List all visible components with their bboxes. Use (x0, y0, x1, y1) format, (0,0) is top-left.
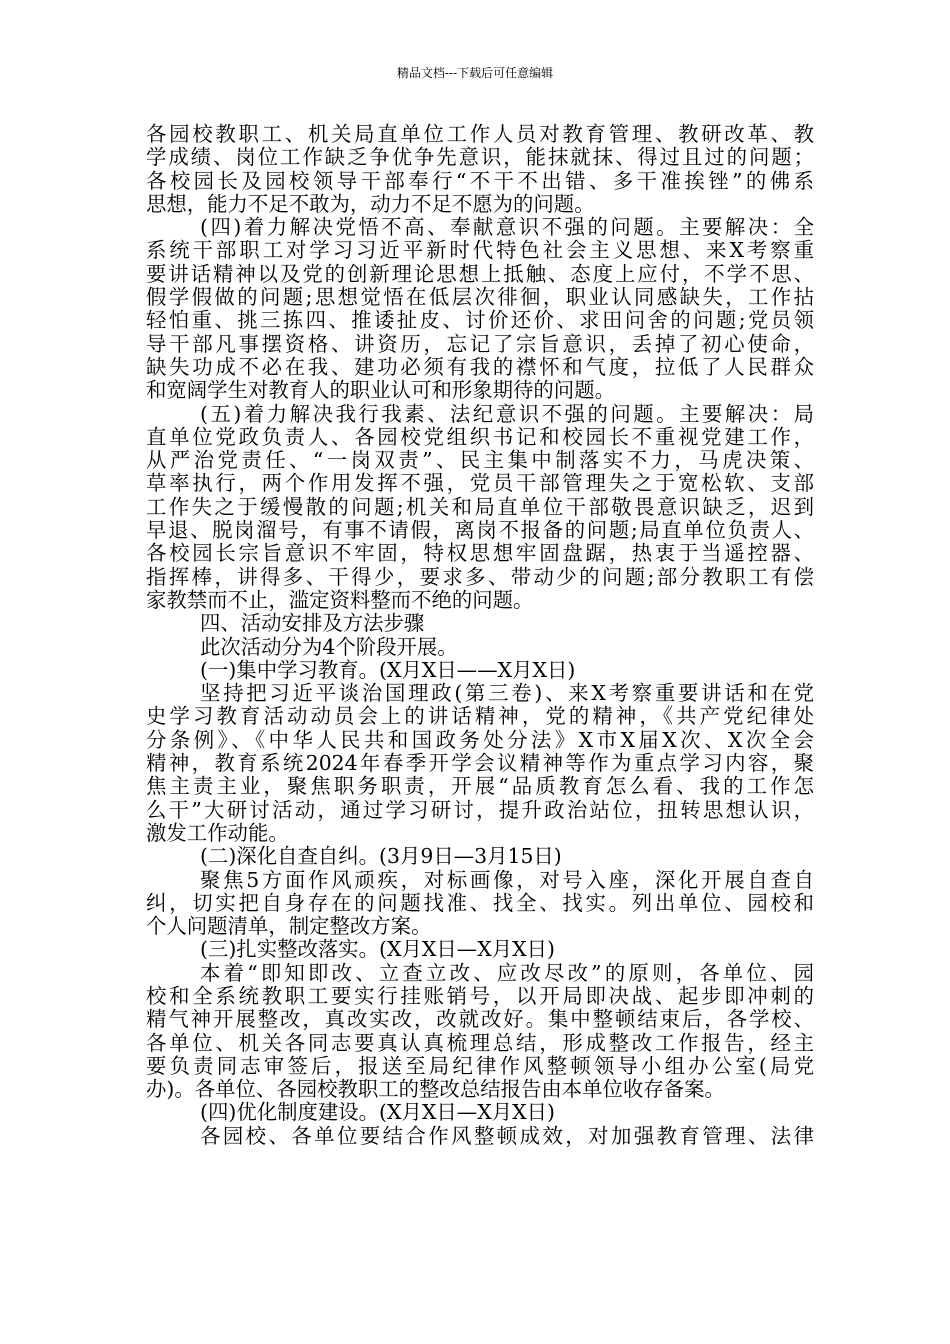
text-line: 纠，切实把自身存在的问题找准、找全、找实。列出单位、园校和 (146, 890, 814, 915)
document-body (146, 123, 814, 1148)
text-line: 精神，教育系统2024年春季开学会议精神等作为重点学习内容，聚 (146, 751, 814, 776)
text-line: (四)着力解决党悟不高、奉献意识不强的问题。主要解决：全 (200, 215, 814, 240)
text-line: 思想，能力不足不敢为，动力不足不愿为的问题。 (146, 191, 595, 216)
text-line: 办)。各单位、各园校教职工的整改总结报告由本单位收存备案。 (146, 1077, 725, 1102)
text-line: 系统干部职工对学习习近平新时代特色社会主义思想、来X考察重 (146, 238, 814, 263)
text-line: 焦主责主业，聚焦职务职责，开展“品质教育怎么看、我的工作怎 (146, 774, 814, 799)
text-line: 各单位、机关各同志要真认真梳理总结，形成整改工作报告，经主 (146, 1030, 814, 1055)
text-line: (五)着力解决我行我素、法纪意识不强的问题。主要解决：局 (200, 401, 814, 426)
text-line: 史学习教育活动动员会上的讲话精神，党的精神，《共产党纪律处 (146, 704, 814, 729)
text-line: 要负责同志审签后，报送至局纪律作风整顿领导小组办公室(局党 (146, 1053, 814, 1078)
text-line: 缺失功成不必在我、建功必须有我的襟怀和气度，拉低了人民群众 (146, 354, 814, 379)
text-line: 精气神开展整改，真改实改，改就改好。集中整顿结束后，各学校、 (146, 1007, 814, 1032)
text-line: 各园校、各单位要结合作风整顿成效，对加强教育管理、法律 (200, 1123, 814, 1148)
text-line: (二)深化自查自纠。(3月9日—3月15日) (200, 844, 562, 869)
text-line: 假学假做的问题;思想觉悟在低层次徘徊，职业认同感缺失，工作拈 (146, 285, 814, 310)
text-line: 各校园长及园校领导干部奉行“不干不出错、多干准挨锉”的佛系 (146, 168, 814, 193)
text-line: 从严治党责任、“一岗双责”、民主集中制落实不力，马虎决策、 (146, 448, 814, 473)
text-line: 指挥棒，讲得多、干得少，要求多、带动少的问题;部分教职工有偿 (146, 564, 814, 589)
text-line: 校和全系统教职工要实行挂账销号，以开局即决战、起步即冲刺的 (146, 983, 814, 1008)
text-line: (四)优化制度建设。(X月X日—X月X日) (200, 1100, 555, 1125)
text-line: 早退、脱岗溜号，有事不请假，离岗不报备的问题;局直单位负责人、 (146, 518, 814, 543)
text-line: 家教禁而不止，滥定资料整而不绝的问题。 (146, 587, 534, 612)
text-line: 么干”大研讨活动，通过学习研讨，提升政治站位，扭转思想认识， (146, 797, 814, 822)
text-line: 工作失之于缓慢散的问题;机关和局直单位干部敬畏意识缺乏，迟到 (146, 494, 814, 519)
text-line: 直单位党政负责人、各园校党组织书记和校园长不重视党建工作， (146, 424, 814, 449)
text-line: 和宽阔学生对教育人的职业认可和形象期待的问题。 (146, 378, 615, 403)
text-line: 本着“即知即改、立查立改、应改尽改”的原则，各单位、园 (200, 960, 814, 985)
text-line: 轻怕重、挑三拣四、推诿扯皮、讨价还价、求田问舍的问题;党员领 (146, 308, 814, 333)
text-line: 此次活动分为4个阶段开展。 (200, 634, 458, 659)
text-line: 坚持把习近平谈治国理政(第三卷)、来X考察重要讲话和在党 (200, 681, 814, 706)
text-line: 四、活动安排及方法步骤 (200, 611, 425, 636)
text-line: 分条例》、《中华人民共和国政务处分法》X市X届X次、X次全会 (146, 727, 814, 752)
text-line: 导干部凡事摆资格、讲资历，忘记了宗旨意识，丢掉了初心使命， (146, 331, 814, 356)
text-line: 聚焦5方面作风顽疾，对标画像，对号入座，深化开展自查自 (200, 867, 814, 892)
text-line: 草率执行，两个作用发挥不强，党员干部管理失之于宽松软、支部 (146, 471, 814, 496)
text-line: 激发工作动能。 (146, 820, 289, 845)
text-line: 学成绩、岗位工作缺乏争优争先意识，能抹就抹、得过且过的问题； (146, 145, 814, 170)
text-line: 个人问题清单，制定整改方案。 (146, 914, 432, 939)
text-line: 各园校教职工、机关局直单位工作人员对教育管理、教研改革、教 (146, 122, 814, 146)
text-line: (三)扎实整改落实。(X月X日—X月X日) (200, 937, 555, 962)
text-line: (一)集中学习教育。(X月X日——X月X日) (200, 657, 576, 682)
text-line: 各校园长宗旨意识不牢固，特权思想牢固盘踞，热衷于当遥控器、 (146, 541, 814, 566)
text-line: 要讲话精神以及党的创新理论思想上抵触、态度上应付，不学不思、 (146, 261, 814, 286)
page-header: 精品文档---下载后可任意编辑 (396, 66, 554, 80)
